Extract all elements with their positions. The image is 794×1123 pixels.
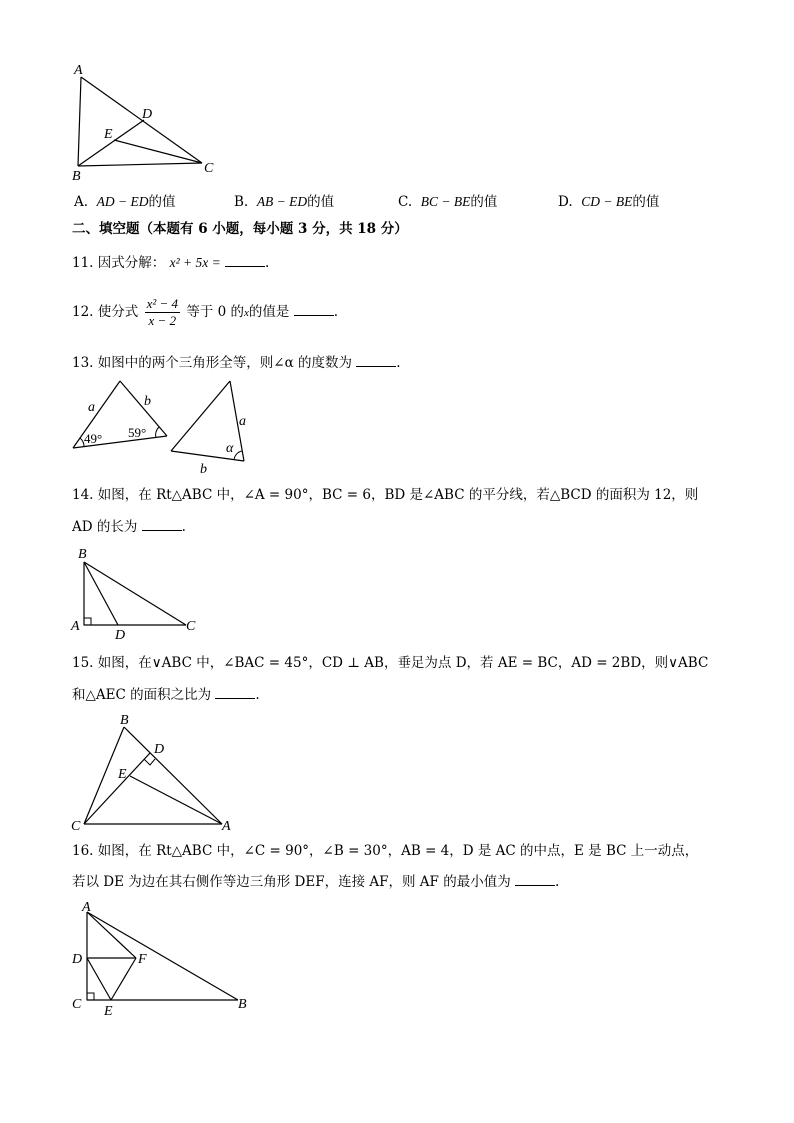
q10-option-d: D. CD − BE的值 bbox=[558, 194, 660, 210]
q13-label-b2: b bbox=[200, 462, 207, 477]
q15-label-e: E bbox=[118, 767, 127, 782]
question-16-line2: 若以 DE 为边在其右侧作等边三角形 DEF，连接 AF，则 AF 的最小值为 . bbox=[72, 874, 560, 890]
q16-label-e: E bbox=[104, 1004, 113, 1019]
question-13: 13. 如图中的两个三角形全等，则∠α 的度数为 . bbox=[72, 355, 401, 371]
answer-blank[interactable] bbox=[142, 518, 182, 531]
q14-label-c: C bbox=[186, 619, 196, 634]
q13-angle-59: 59° bbox=[128, 425, 147, 440]
q10-label-e: E bbox=[104, 127, 113, 142]
answer-blank[interactable] bbox=[515, 873, 555, 886]
q16-label-f: F bbox=[138, 952, 147, 967]
q10-label-b: B bbox=[72, 169, 81, 184]
question-16-line1: 16. 如图，在 Rt△ABC 中，∠C = 90°，∠B = 30°，AB = 4，D 是 AC 的中点，E 是 BC 上一动点， bbox=[72, 843, 699, 859]
q16-figure bbox=[66, 898, 266, 1020]
q10-label-d: D bbox=[142, 107, 153, 122]
q15-label-b: B bbox=[120, 713, 129, 728]
q10-figure bbox=[66, 60, 226, 185]
answer-blank[interactable] bbox=[294, 303, 334, 316]
answer-blank[interactable] bbox=[215, 686, 255, 699]
question-14-line1: 14. 如图，在 Rt△ABC 中，∠A = 90°，BC = 6，BD 是∠ABC 的平分线，若△BCD 的面积为 12，则 bbox=[72, 487, 699, 503]
q15-label-d: D bbox=[154, 742, 165, 757]
q15-figure bbox=[66, 710, 246, 835]
question-15-line1: 15. 如图，在∨ABC 中，∠BAC = 45°，CD ⊥ AB，垂足为点 D，若 AE = BC，AD = 2BD，则∨ABC bbox=[72, 655, 709, 671]
q10-label-c: C bbox=[204, 161, 214, 176]
q13-label-b1: b bbox=[144, 394, 151, 409]
q13-figure bbox=[66, 374, 266, 478]
q10-option-a: A. AD − ED的值 bbox=[74, 194, 176, 210]
q14-label-a: A bbox=[71, 619, 80, 634]
answer-blank[interactable] bbox=[225, 254, 265, 267]
question-15-line2: 和△AEC 的面积之比为 . bbox=[72, 687, 260, 703]
q16-label-c: C bbox=[72, 997, 82, 1012]
q14-label-d: D bbox=[115, 628, 126, 643]
q16-label-d: D bbox=[72, 952, 83, 967]
q10-label-a: A bbox=[74, 63, 83, 78]
q15-label-c: C bbox=[71, 819, 81, 834]
section-heading: 二、填空题（本题有 6 小题，每小题 3 分，共 18 分） bbox=[72, 221, 408, 237]
q16-label-a: A bbox=[82, 900, 91, 915]
question-11: 11. 因式分解： x² + 5x = . bbox=[72, 255, 270, 271]
q14-label-b: B bbox=[78, 547, 87, 562]
q15-label-a: A bbox=[222, 819, 231, 834]
q16-label-b: B bbox=[238, 997, 247, 1012]
q14-figure bbox=[66, 542, 216, 642]
answer-blank[interactable] bbox=[356, 354, 396, 367]
q13-label-alpha: α bbox=[226, 441, 234, 456]
question-12: 12. 使分式 $\frac{\text{x² − 4}}{x - 2}$ 等于 0 的x的值是 . bbox=[72, 296, 338, 328]
fraction: $\frac{\text{x² − 4}}{x - 2}$ bbox=[146, 296, 179, 328]
question-14-line2: AD 的长为 . bbox=[72, 519, 186, 535]
q13-label-a1: a bbox=[88, 400, 95, 415]
q13-angle-49: 49° bbox=[84, 431, 103, 446]
q10-option-b: B. AB − ED的值 bbox=[234, 194, 335, 210]
q10-option-c: C. BC − BE的值 bbox=[398, 194, 498, 210]
q13-label-a2: a bbox=[239, 414, 246, 429]
